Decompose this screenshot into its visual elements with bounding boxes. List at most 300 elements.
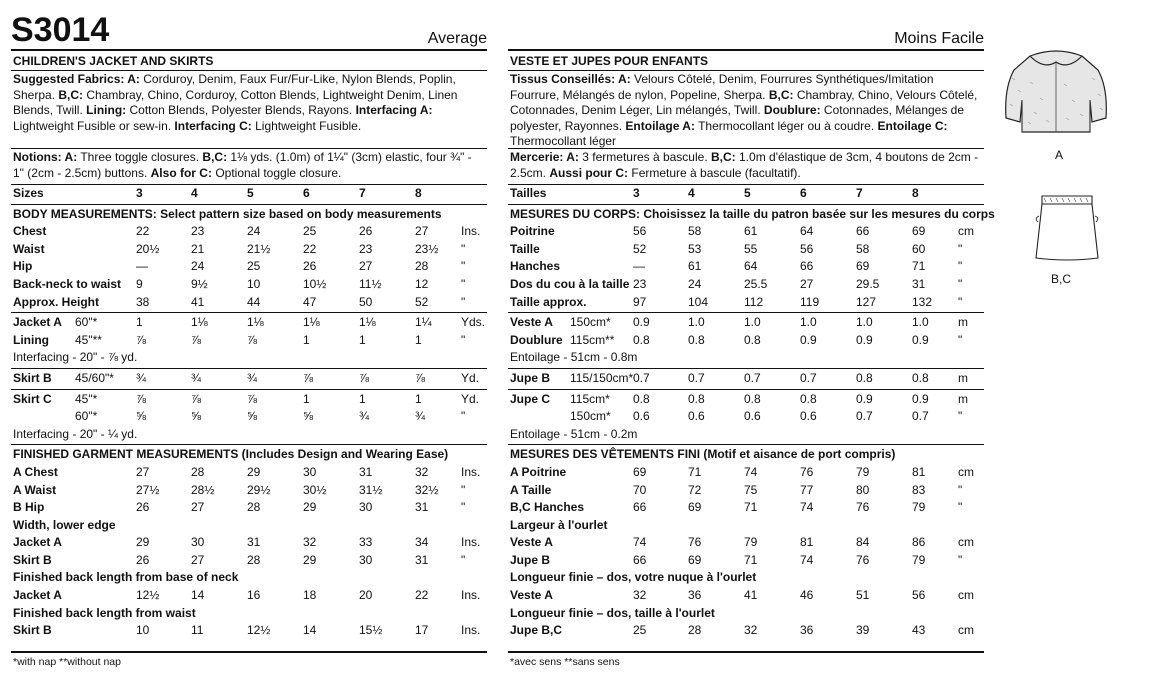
- cell-value: 29: [303, 552, 317, 567]
- table-row: [11, 446, 487, 464]
- cell-value: 1: [415, 332, 422, 347]
- row-label: Doublure: [510, 332, 563, 347]
- fabric-text: Corduroy, Denim, Faux Fur/Fur-Like, Nylon Blends, Poplin, Sherpa.: [13, 72, 456, 102]
- cell-value: 39: [856, 623, 870, 638]
- unit: Ins.: [461, 588, 481, 603]
- cell-value: 23½: [415, 241, 439, 256]
- row-label: B,C Hanches: [510, 500, 585, 515]
- subheading: Largeur à l'ourlet: [510, 517, 608, 532]
- table-row: [508, 426, 984, 444]
- cell-value: ⅝: [303, 409, 314, 424]
- table-row: [11, 464, 487, 482]
- row-label: Dos du cou à la taille: [510, 276, 630, 291]
- cell-value: —: [633, 259, 645, 274]
- cell-value: 21½: [247, 241, 271, 256]
- cell-value: 1: [415, 391, 422, 406]
- cell-value: 84: [856, 535, 870, 550]
- notion-fr-text: 3 fermetures à bascule.: [578, 150, 711, 164]
- unit: ": [958, 332, 963, 347]
- cell-value: ⅞: [247, 391, 258, 406]
- interfacing-note: Entoilage - 51cm - 0.2m: [510, 426, 638, 441]
- cell-value: 74: [800, 500, 814, 515]
- cell-value: 69: [912, 224, 926, 239]
- table-row: [508, 552, 984, 570]
- measurement-table: [11, 185, 487, 640]
- fabric-fr-text: Velours Côtelé, Denim, Fourrures Synthétiques/Imitation Fourrure, Mélangés de nylon, Popeline, Sherpa.: [510, 72, 934, 102]
- cell-value: 10: [247, 276, 261, 291]
- size-header: 8: [912, 186, 919, 200]
- cell-value: 79: [912, 552, 926, 567]
- table-row: [11, 482, 487, 500]
- cell-value: 0.9: [856, 332, 873, 347]
- cell-value: ⅞: [136, 332, 147, 347]
- cell-value: 58: [856, 241, 870, 256]
- cell-value: 0.8: [744, 391, 761, 406]
- table-row: [11, 569, 487, 587]
- table-row: [508, 534, 984, 552]
- cell-value: 30: [359, 552, 373, 567]
- cell-value: 69: [856, 259, 870, 274]
- cell-value: 25: [633, 623, 647, 638]
- size-header: 4: [191, 186, 198, 200]
- cell-value: 27½: [136, 482, 160, 497]
- cell-value: —: [136, 259, 148, 274]
- table-row: [508, 605, 984, 623]
- table-row: [508, 391, 984, 409]
- fabric-label: Suggested Fabrics: A:: [13, 72, 140, 86]
- jacket-a-illustration: [1000, 48, 1112, 138]
- cell-value: ⅞: [191, 332, 202, 347]
- fabric-width: 60"*: [75, 315, 98, 330]
- cell-value: 1: [303, 391, 310, 406]
- cell-value: 24: [688, 276, 702, 291]
- cell-value: 27: [136, 464, 150, 479]
- cell-value: 41: [191, 294, 205, 309]
- table-row: [508, 569, 984, 587]
- cell-value: 97: [633, 294, 647, 309]
- row-label: Skirt C: [13, 391, 52, 406]
- cell-value: 61: [688, 259, 702, 274]
- size-header: 3: [633, 186, 640, 200]
- cell-value: 11: [191, 623, 204, 638]
- cell-value: 0.9: [633, 315, 650, 330]
- row-label: Poitrine: [510, 224, 555, 239]
- cell-value: 38: [136, 294, 150, 309]
- cell-value: 12½: [247, 623, 271, 638]
- unit: Ins.: [461, 623, 481, 638]
- unit: ": [958, 409, 963, 424]
- unit: cm: [958, 623, 974, 638]
- row-label: Waist: [13, 241, 45, 256]
- row-label: Jupe B: [510, 370, 551, 385]
- unit: ": [461, 294, 466, 309]
- cell-value: 22: [136, 224, 150, 239]
- cell-value: ⅞: [191, 391, 202, 406]
- fabric-width: 45/60"*: [75, 370, 114, 385]
- interfacing-note: Interfacing - 20" - ⅞ yd.: [13, 350, 138, 365]
- cell-value: 71: [912, 259, 926, 274]
- cell-value: 25: [247, 259, 261, 274]
- unit: ": [958, 259, 963, 274]
- table-row: [508, 258, 984, 276]
- cell-value: 0.8: [633, 332, 650, 347]
- cell-value: 32: [744, 623, 758, 638]
- cell-value: 14: [303, 623, 317, 638]
- row-label: Veste A: [510, 588, 553, 603]
- table-row: [11, 426, 487, 444]
- cell-value: ¾: [191, 370, 202, 385]
- table-row: [11, 587, 487, 605]
- unit: ": [958, 482, 963, 497]
- cell-value: 26: [136, 500, 150, 515]
- table-row: [11, 622, 487, 640]
- cell-value: 79: [912, 500, 926, 515]
- cell-value: 119: [800, 294, 820, 309]
- row-label: Jupe C: [510, 391, 551, 406]
- view-a-label: A: [1055, 148, 1064, 162]
- cell-value: 26: [359, 224, 373, 239]
- cell-value: 28: [247, 552, 261, 567]
- cell-value: 1⅛: [247, 315, 264, 330]
- notions-fr: [510, 150, 980, 181]
- cell-value: 0.7: [633, 370, 650, 385]
- cell-value: 60: [912, 241, 926, 256]
- cell-value: 30½: [303, 482, 327, 497]
- cell-value: 132: [912, 294, 933, 309]
- table-row: [508, 276, 984, 294]
- cell-value: 33: [359, 535, 373, 550]
- table-row: [508, 185, 984, 203]
- cell-value: 70: [633, 482, 647, 497]
- fabric-fr-text: Chambray, Chino, Velours Côtelé, Cotonnades, Denim Léger, Lin mélangés, Twill.: [510, 87, 978, 117]
- cell-value: 56: [633, 224, 647, 239]
- row-label: Jacket A: [13, 315, 62, 330]
- fabric-text: Lightweight Fusible.: [251, 118, 362, 133]
- table-row: [11, 349, 487, 367]
- suggested-fabrics: [13, 72, 483, 134]
- unit: cm: [958, 224, 974, 239]
- table-row: [11, 294, 487, 312]
- cell-value: 56: [912, 588, 926, 603]
- row-label: A Poitrine: [510, 464, 567, 479]
- cell-value: 0.8: [912, 370, 929, 385]
- table-row: [508, 349, 984, 367]
- cell-value: 0.8: [800, 391, 817, 406]
- cell-value: 11½: [359, 276, 382, 291]
- cell-value: 25.5: [744, 276, 768, 291]
- unit: cm: [958, 535, 974, 550]
- cell-value: 66: [633, 500, 647, 515]
- cell-value: ⅝: [136, 409, 147, 424]
- cell-value: ¾: [359, 409, 370, 424]
- cell-value: ⅞: [415, 370, 426, 385]
- row-label: Chest: [13, 224, 47, 239]
- cell-value: 29: [303, 500, 317, 515]
- cell-value: 0.7: [800, 370, 817, 385]
- unit: Ins.: [461, 535, 481, 550]
- cell-value: 1.0: [744, 315, 761, 330]
- fabric-text: Chambray, Chino, Corduroy, Cotton Blends, Lightweight Denim, Linen Blends, Twill.: [13, 87, 458, 117]
- cell-value: 76: [800, 464, 814, 479]
- french-column: [508, 0, 995, 675]
- cell-value: 86: [912, 535, 926, 550]
- cell-value: 31: [415, 500, 429, 515]
- table-row: [508, 206, 995, 224]
- table-row: [508, 223, 984, 241]
- row-label: Skirt B: [13, 552, 52, 567]
- size-header: 7: [856, 186, 863, 200]
- cell-value: 28: [688, 623, 702, 638]
- notion-text: Three toggle closures.: [77, 150, 203, 164]
- cell-value: 32: [633, 588, 647, 603]
- cell-value: 36: [688, 588, 702, 603]
- row-label: Sizes: [13, 186, 44, 200]
- notion-fr-label: B,C:: [711, 150, 736, 164]
- unit: Ins.: [461, 464, 481, 479]
- cell-value: ⅞: [136, 391, 147, 406]
- section-title: CHILDREN'S JACKET AND SKIRTS: [13, 54, 214, 68]
- cell-value: 74: [800, 552, 814, 567]
- row-label: A Chest: [13, 464, 58, 479]
- cell-value: 58: [688, 224, 702, 239]
- unit: ": [461, 241, 466, 256]
- cell-value: 51: [856, 588, 870, 603]
- table-row: [508, 499, 984, 517]
- subheading: Finished back length from base of neck: [13, 570, 239, 585]
- cell-value: 28: [415, 259, 429, 274]
- fabric-fr-label: Tissus Conseillés: A:: [510, 72, 631, 86]
- cell-value: 0.8: [633, 391, 650, 406]
- notions: [13, 150, 483, 181]
- interfacing-note: Interfacing - 20" - ¼ yd.: [13, 426, 138, 441]
- cell-value: ⅞: [359, 370, 370, 385]
- table-row: [508, 587, 984, 605]
- table-row: [508, 294, 984, 312]
- cell-value: 80: [856, 482, 870, 497]
- cell-value: 9: [136, 276, 143, 291]
- body-measurements-title: BODY MEASUREMENTS: Select pattern size based on body measurements: [13, 206, 442, 221]
- unit: ": [958, 500, 963, 515]
- size-header: 3: [136, 186, 143, 200]
- unit: Yd.: [461, 391, 480, 406]
- cell-value: 23: [191, 224, 205, 239]
- size-header: 6: [800, 186, 807, 200]
- cell-value: 50: [359, 294, 373, 309]
- cell-value: 76: [856, 500, 870, 515]
- table-row: [508, 314, 984, 332]
- fabric-width: 45"**: [75, 332, 102, 347]
- cell-value: 1⅛: [303, 315, 320, 330]
- size-header: 7: [359, 186, 366, 200]
- unit: ": [461, 276, 466, 291]
- cell-value: 26: [303, 259, 317, 274]
- cell-value: 27: [415, 224, 429, 239]
- cell-value: 12: [415, 276, 429, 291]
- cell-value: 32: [303, 535, 317, 550]
- skirt-bc-illustration: [1030, 192, 1104, 264]
- table-row: [508, 332, 984, 350]
- unit: ": [461, 409, 466, 424]
- table-row: [11, 517, 487, 535]
- fabric-fr-text: Thermocollant léger: [510, 134, 617, 148]
- cell-value: 76: [856, 552, 870, 567]
- finished-measurements-title: MESURES DES VÊTEMENTS FINI (Motif et aisance de port compris): [510, 447, 896, 462]
- table-row: [11, 276, 487, 294]
- difficulty-label-fr: Moins Facile: [894, 30, 984, 47]
- cell-value: 32: [415, 464, 429, 479]
- cell-value: 16: [247, 588, 261, 603]
- cell-value: 0.9: [912, 332, 929, 347]
- table-row: [11, 370, 487, 388]
- cell-value: 69: [688, 500, 702, 515]
- table-row: [11, 206, 487, 224]
- fabric-text: Lightweight Fusible or sew-in.: [13, 118, 175, 133]
- fabric-fr-label: Doublure:: [763, 103, 821, 117]
- notion-fr-label: Aussi pour C:: [549, 165, 629, 180]
- footnote-fr: *avec sens **sans sens: [510, 656, 620, 668]
- cell-value: 29: [247, 464, 261, 479]
- measurement-table-fr: [508, 185, 995, 640]
- table-row: [11, 499, 487, 517]
- fabric-label: Lining:: [86, 103, 127, 117]
- cell-value: 0.9: [912, 391, 929, 406]
- cell-value: 0.9: [800, 332, 817, 347]
- fabric-width: 115cm*: [570, 391, 610, 406]
- fabric-width: 150cm*: [570, 409, 611, 424]
- fabric-fr-label: Entoilage C:: [877, 118, 948, 133]
- row-label: Jacket A: [13, 588, 62, 603]
- fabric-fr-label: Entoilage A:: [625, 118, 695, 133]
- suggested-fabrics-fr: [510, 72, 980, 150]
- cell-value: 1: [303, 332, 310, 347]
- cell-value: ¾: [136, 370, 147, 385]
- cell-value: 26: [136, 552, 150, 567]
- unit: ": [461, 482, 466, 497]
- cell-value: 0.7: [856, 409, 873, 424]
- section-title-fr: VESTE ET JUPES POUR ENFANTS: [510, 54, 709, 68]
- unit: ": [958, 276, 963, 291]
- fabric-width: 115/150cm*: [570, 370, 634, 385]
- cell-value: 1: [136, 315, 143, 330]
- unit: cm: [958, 588, 974, 603]
- unit: ": [461, 332, 466, 347]
- cell-value: 0.6: [800, 409, 817, 424]
- cell-value: 104: [688, 294, 709, 309]
- subheading: Width, lower edge: [13, 517, 116, 532]
- row-label: Veste A: [510, 315, 553, 330]
- row-label: Taille approx.: [510, 294, 587, 309]
- cell-value: 1.0: [856, 315, 873, 330]
- cell-value: 27: [191, 500, 205, 515]
- cell-value: ⅝: [191, 409, 202, 424]
- cell-value: 28: [191, 464, 205, 479]
- cell-value: 0.6: [744, 409, 761, 424]
- cell-value: ⅞: [247, 332, 258, 347]
- cell-value: 41: [744, 588, 758, 603]
- cell-value: 31: [247, 535, 261, 550]
- cell-value: 36: [800, 623, 814, 638]
- unit: cm: [958, 464, 974, 479]
- cell-value: 66: [800, 259, 814, 274]
- cell-value: 81: [912, 464, 926, 479]
- row-label: Jacket A: [13, 535, 62, 550]
- cell-value: 0.6: [633, 409, 650, 424]
- cell-value: 71: [688, 464, 702, 479]
- table-row: [508, 446, 984, 464]
- cell-value: 24: [191, 259, 205, 274]
- table-row: [508, 517, 984, 535]
- cell-value: 0.7: [912, 409, 929, 424]
- cell-value: 55: [744, 241, 758, 256]
- notion-text: 1⅛ yds. (1.0m) of 1¼" (3cm) elastic, four ¾" - 1" (2cm - 2.5cm) buttons.: [13, 150, 472, 180]
- row-label: Taille: [510, 241, 540, 256]
- cell-value: 52: [415, 294, 429, 309]
- cell-value: 112: [744, 294, 764, 309]
- cell-value: 71: [744, 500, 758, 515]
- view-bc-label: B,C: [1051, 272, 1072, 286]
- cell-value: 53: [688, 241, 702, 256]
- difficulty-label: Average: [427, 30, 487, 47]
- fabric-width: 60"*: [75, 409, 98, 424]
- table-row: [11, 223, 487, 241]
- unit: ": [958, 552, 963, 567]
- cell-value: 31: [415, 552, 429, 567]
- size-header: 5: [744, 186, 751, 200]
- pattern-code: S3014: [11, 11, 110, 49]
- cell-value: 72: [688, 482, 702, 497]
- table-row: [508, 241, 984, 259]
- fabric-label: B,C:: [58, 87, 84, 102]
- cell-value: 10: [136, 623, 150, 638]
- cell-value: 79: [856, 464, 870, 479]
- row-label: Jupe B: [510, 552, 551, 567]
- cell-value: 74: [633, 535, 647, 550]
- size-header: 6: [303, 186, 310, 200]
- cell-value: ¾: [415, 409, 426, 424]
- cell-value: 29½: [247, 482, 271, 497]
- table-row: [11, 408, 487, 426]
- cell-value: 64: [800, 224, 814, 239]
- cell-value: 27: [191, 552, 205, 567]
- english-column: [11, 0, 487, 675]
- cell-value: 127: [856, 294, 877, 309]
- cell-value: 27: [359, 259, 373, 274]
- cell-value: 15½: [359, 623, 383, 638]
- cell-value: 28: [247, 500, 261, 515]
- cell-value: 61: [744, 224, 758, 239]
- row-label: Veste A: [510, 535, 553, 550]
- table-row: [11, 185, 487, 203]
- table-row: [508, 622, 984, 640]
- cell-value: 79: [744, 535, 758, 550]
- cell-value: 1¼: [415, 315, 432, 330]
- cell-value: 21: [191, 241, 205, 256]
- table-row: [508, 408, 984, 426]
- fabric-width: 150cm*: [570, 315, 611, 330]
- table-row: [508, 482, 984, 500]
- row-label: B Hip: [13, 500, 45, 515]
- cell-value: 66: [633, 552, 647, 567]
- table-row: [11, 391, 487, 409]
- cell-value: ⅝: [247, 409, 258, 424]
- cell-value: 0.6: [688, 409, 705, 424]
- cell-value: 27: [800, 276, 814, 291]
- notion-fr-label: Mercerie: A:: [510, 150, 579, 164]
- cell-value: 22: [415, 588, 429, 603]
- cell-value: ⅞: [303, 370, 314, 385]
- cell-value: 0.8: [688, 391, 705, 406]
- cell-value: 0.9: [856, 391, 873, 406]
